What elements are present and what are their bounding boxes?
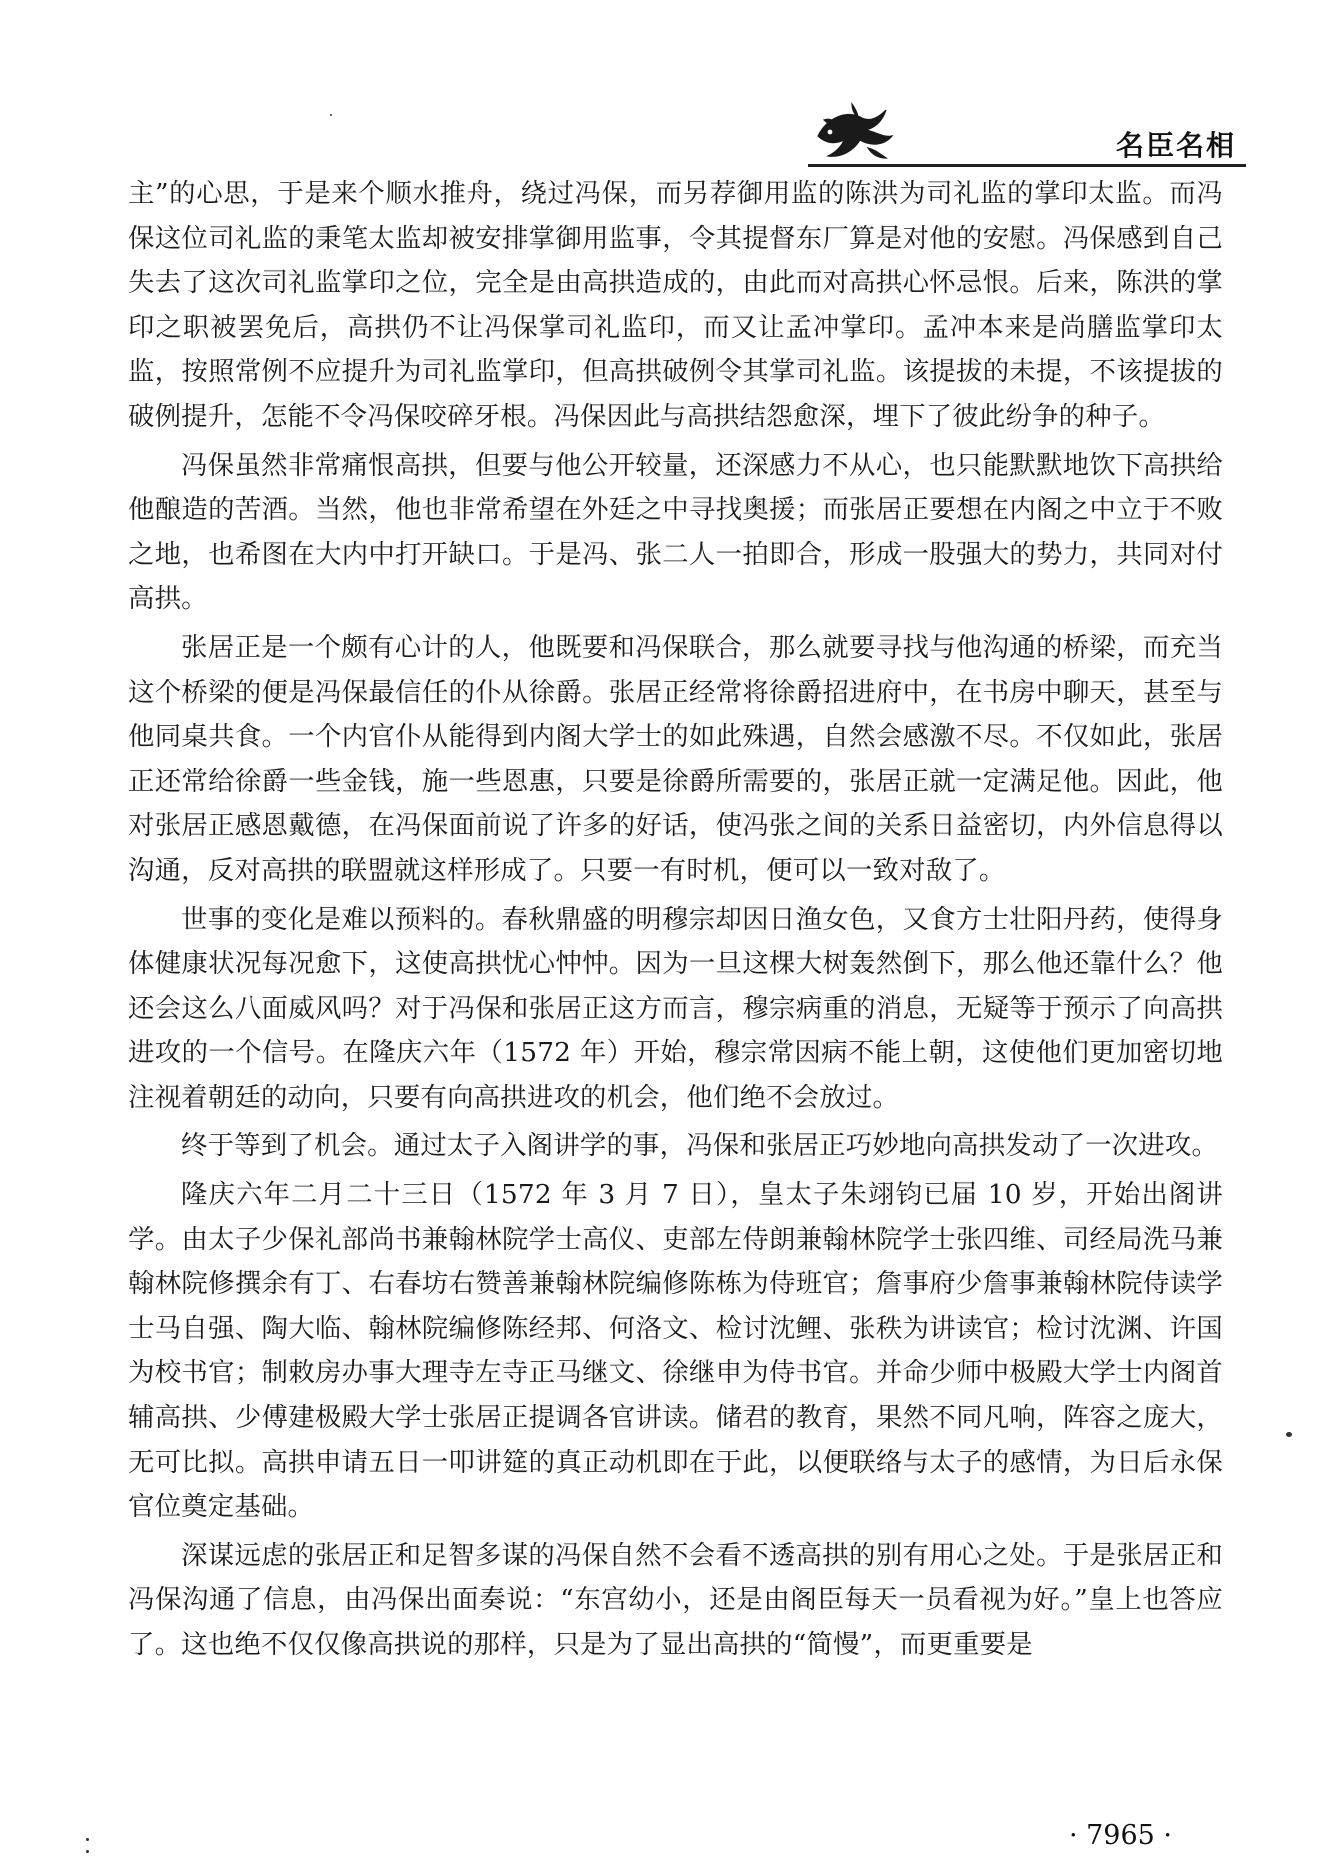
scan-speck	[86, 1850, 89, 1853]
paragraph-6: 隆庆六年二月二十三日（1572 年 3 月 7 日），皇太子朱翊钧已届 10 岁，开始出阁讲学。由太子少保礼部尚书兼翰林院学士高仪、吏部左侍朗兼翰林院学士张四维、司经局洗马兼翰林院修撰余有丁、右春坊右赞善兼翰林院编修陈栋为侍班官；詹事府少詹事兼翰林院侍读学士马自强、陶大临、翰林院编修陈经邦、何洛文、检讨沈鲤、张秩为讲读官；检讨沈渊、许国为校书官；制敕房办事大理寺左寺正马继文、徐继申为侍书官。并命少师中极殿大学士内阁首辅高拱、少傅建极殿大学士张居正提调各官讲读。储君的教育，果然不同凡响，阵容之庞大，无可比拟。高拱申请五日一叩讲筵的真正动机即在于此，以便联络与太子的感情，为日后永保官位奠定基础。	[128, 1179, 1223, 1523]
paragraph-7: 深谋远虑的张居正和足智多谋的冯保自然不会看不透高拱的别有用心之处。于是张居正和冯保沟通了信息，由冯保出面奏说：“东宫幼小，还是由阁臣每天一员看视为好。”皇上也答应了。这也绝不仅仅像高拱说的那样，只是为了显出高拱的“简慢”，而更重要是	[128, 1539, 1223, 1660]
paragraph-2: 冯保虽然非常痛恨高拱，但要与他公开较量，还深感力不从心，也只能默默地饮下高拱给他酿造的苦酒。当然，他也非常希望在外廷之中寻找奥援；而张居正要想在内阁之中立于不败之地，也希图在大内中打开缺口。于是冯、张二人一拍即合，形成一股强大的势力，共同对付高拱。	[128, 449, 1223, 615]
paragraph-5: 终于等到了机会。通过太子入阁讲学的事，冯保和张居正巧妙地向高拱发动了一次进攻。	[181, 1130, 1219, 1162]
paragraph-3: 张居正是一个颇有心计的人，他既要和冯保联合，那么就要寻找与他沟通的桥梁，而充当这个桥梁的便是冯保最信任的仆从徐爵。张居正经常将徐爵招进府中，在书房中聊天，甚至与他同桌共食。一个内官仆从能得到内阁大学士的如此殊遇，自然会感激不尽。不仅如此，张居正还常给徐爵一些金钱，施一些恩惠，只要是徐爵所需要的，张居正就一定满足他。因此，他对张居正感恩戴德，在冯保面前说了许多的好话，使冯张之间的关系日益密切，内外信息得以沟通，反对高拱的联盟就这样形成了。只要一有时机，便可以一致对敌了。	[128, 631, 1223, 886]
scan-speck	[330, 114, 332, 116]
header-divider	[808, 164, 1246, 167]
page-header	[0, 0, 1322, 170]
page-number: · 7965 ·	[1068, 1820, 1172, 1851]
dragon-emblem-icon	[808, 96, 900, 168]
scan-speck	[1286, 1432, 1292, 1437]
scan-speck	[86, 1838, 89, 1841]
paragraph-1: 主”的心思，于是来个顺水推舟，绕过冯保，而另荐御用监的陈洪为司礼监的掌印太监。而冯保这位司礼监的秉笔太监却被安排掌御用监事，令其提督东厂算是对他的安慰。冯保感到自己失去了这次司礼监掌印之位，完全是由高拱造成的，由此而对高拱心怀忌恨。后来，陈洪的掌印之职被罢免后，高拱仍不让冯保掌司礼监印，而又让孟冲掌印。孟冲本来是尚膳监掌印太监，按照常例不应提升为司礼监掌印，但高拱破例令其掌司礼监。该提拔的未提，不该提拔的破例提升，怎能不令冯保咬碎牙根。冯保因此与高拱结怨愈深，埋下了彼此纷争的种子。	[128, 178, 1223, 432]
paragraph-4: 世事的变化是难以预料的。春秋鼎盛的明穆宗却因日渔女色，又食方士壮阳丹药，使得身体健康状况每况愈下，这使高拱忧心忡忡。因为一旦这棵大树轰然倒下，那么他还靠什么？他还会这么八面威风吗？对于冯保和张居正这方而言，穆宗病重的消息，无疑等于预示了向高拱进攻的一个信号。在隆庆六年（1572 年）开始，穆宗常因病不能上朝，这使他们更加密切地注视着朝廷的动向，只要有向高拱进攻的机会，他们绝不会放过。	[128, 903, 1223, 1113]
page-header-title: 名臣名相	[1115, 129, 1236, 162]
body-text	[128, 172, 1223, 1672]
